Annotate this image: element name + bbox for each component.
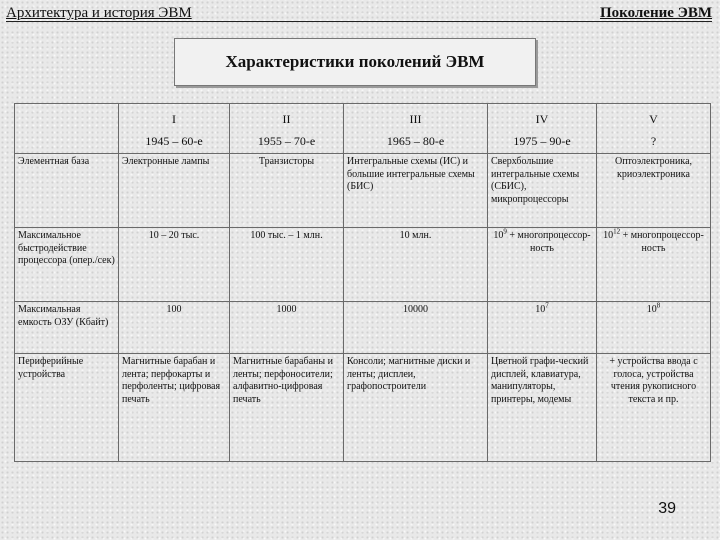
table-cell: Сверхбольшие интегральные схемы (СБИС), микропроцессоры bbox=[488, 154, 597, 228]
gen-number: I bbox=[172, 112, 176, 126]
gen-header bbox=[344, 104, 488, 154]
gen-number: III bbox=[409, 112, 422, 126]
table-cell: Консоли; магнитные диски и ленты; дисплеи, графопостроители bbox=[344, 354, 488, 462]
power-base: 10 bbox=[535, 304, 546, 315]
table-cell: Оптоэлектроника, криоэлектроника bbox=[597, 154, 711, 228]
table-cell bbox=[488, 228, 597, 302]
gen-period: 1965 – 80-е bbox=[386, 134, 445, 148]
row-label: Периферийные устройства bbox=[15, 354, 119, 462]
row-label: Максимальное быстродействие процессора (опер./сек) bbox=[15, 228, 119, 302]
gen-period: 1975 – 90-е bbox=[513, 134, 571, 148]
gen-number: V bbox=[649, 112, 658, 126]
table-cell: 10000 bbox=[344, 302, 488, 354]
table-cell: 100 bbox=[119, 302, 230, 354]
power-exponent: 7 bbox=[545, 301, 549, 310]
power-exponent: 12 bbox=[613, 227, 621, 236]
gen-period: 1955 – 70-е bbox=[257, 134, 316, 148]
table-cell bbox=[597, 228, 711, 302]
table-row bbox=[15, 154, 711, 228]
header-empty-cell bbox=[15, 104, 119, 154]
table-cell bbox=[597, 302, 711, 354]
page-number: 39 bbox=[658, 500, 676, 517]
slide-title: Характеристики поколений ЭВМ bbox=[174, 38, 536, 86]
power-base: 10 bbox=[603, 230, 614, 241]
table-cell: Транзисторы bbox=[230, 154, 344, 228]
gen-header bbox=[230, 104, 344, 154]
table-cell: Магнитные барабаны и ленты; перфоносители; алфавитно-цифровая печать bbox=[230, 354, 344, 462]
power-base: 10 bbox=[646, 304, 657, 315]
power-exponent: 9 bbox=[503, 227, 507, 236]
table-cell: + устройства ввода с голоса, устройства чтения рукописного текста и пр. bbox=[597, 354, 711, 462]
header-divider bbox=[6, 21, 712, 22]
gen-header bbox=[597, 104, 711, 154]
gen-period: ? bbox=[650, 134, 657, 148]
power-base: 10 bbox=[493, 230, 504, 241]
gen-number: II bbox=[282, 112, 291, 126]
table-cell: Магнитные барабан и лента; перфокарты и перфоленты; цифровая печать bbox=[119, 354, 230, 462]
table-cell: 10 – 20 тыс. bbox=[119, 228, 230, 302]
table-header-row bbox=[15, 104, 711, 154]
row-label: Максимальная емкость ОЗУ (Кбайт) bbox=[15, 302, 119, 354]
table-cell bbox=[488, 302, 597, 354]
table-cell: Цветной графи-ческий дисплей, клавиатура, манипуляторы, принтеры, модемы bbox=[488, 354, 597, 462]
gen-header bbox=[488, 104, 597, 154]
course-title: Архитектура и история ЭВМ bbox=[6, 5, 192, 21]
section-title: Поколение ЭВМ bbox=[599, 5, 712, 21]
cell-text: + многопроцессор-ность bbox=[620, 230, 704, 254]
gen-number: IV bbox=[535, 112, 549, 126]
gen-period: 1945 – 60-е bbox=[145, 134, 203, 148]
row-label: Элементная база bbox=[15, 154, 119, 228]
table-cell: 100 тыс. – 1 млн. bbox=[230, 228, 344, 302]
table-row bbox=[15, 302, 711, 354]
table-row bbox=[15, 354, 711, 462]
table-row bbox=[15, 228, 711, 302]
table-cell: Электронные лампы bbox=[119, 154, 230, 228]
table-cell: Интегральные схемы (ИС) и большие интегральные схемы (БИС) bbox=[344, 154, 488, 228]
cell-text: + многопроцессор-ность bbox=[506, 230, 591, 254]
generations-table bbox=[14, 103, 711, 462]
table-cell: 1000 bbox=[230, 302, 344, 354]
power-exponent: 8 bbox=[656, 301, 661, 310]
table-cell: 10 млн. bbox=[344, 228, 488, 302]
gen-header bbox=[119, 104, 230, 154]
